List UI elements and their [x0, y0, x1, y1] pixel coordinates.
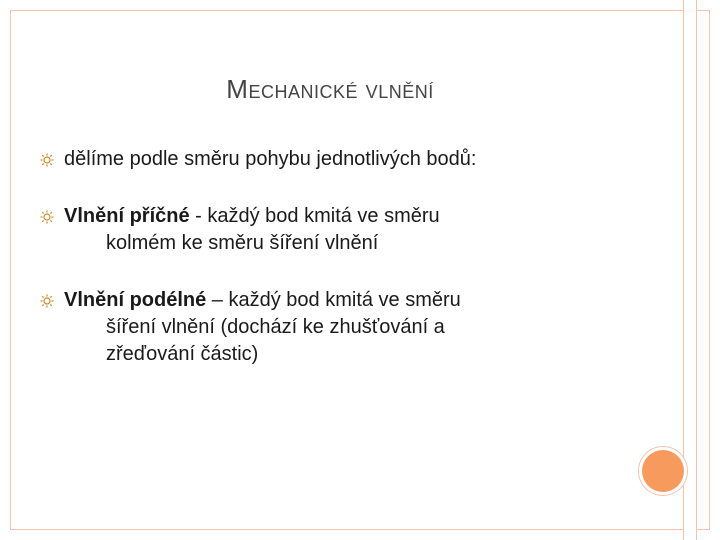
bullet-text: dělíme podle směru pohybu jednotlivých bodů: — [64, 148, 477, 170]
bullet-item-2 — [40, 203, 630, 257]
bullet-text: - každý bod kmitá ve směru — [189, 205, 440, 227]
bullet-continuation: kolmém ke směru šíření vlnění — [106, 232, 379, 254]
bullet-list — [40, 146, 630, 398]
bullet-text: – každý bod kmitá ve směru — [206, 289, 461, 311]
bullet-sun-icon — [40, 153, 54, 167]
bullet-sun-icon — [40, 294, 54, 308]
bullet-item-3 — [40, 287, 630, 368]
decorative-circle-icon — [642, 450, 684, 492]
slide-title: Mechanické vlnění — [226, 74, 434, 104]
bullet-continuation: šíření vlnění (dochází ke zhušťování a — [106, 316, 445, 338]
bullet-term: Vlnění příčné — [64, 205, 190, 227]
bullet-term: Vlnění podélné — [64, 289, 207, 311]
bullet-item-1 — [40, 146, 630, 173]
bullet-sun-icon — [40, 210, 54, 224]
bullet-continuation: zřeďování částic) — [106, 343, 259, 365]
